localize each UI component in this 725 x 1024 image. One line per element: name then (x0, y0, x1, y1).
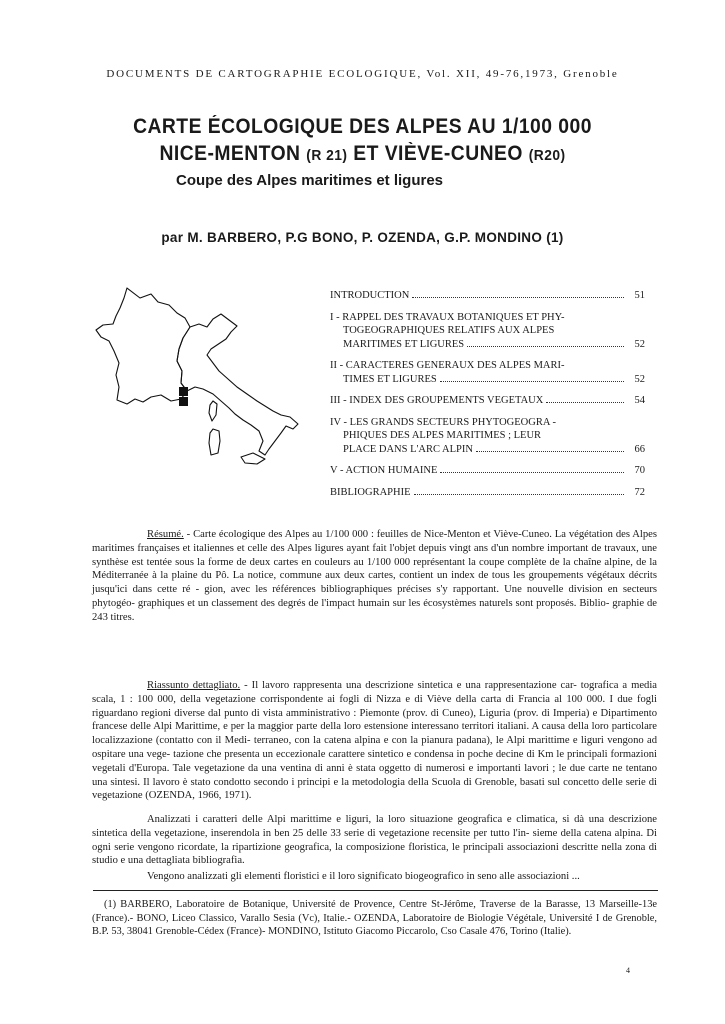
toc-label: PHIQUES DES ALPES MARITIMES ; LEUR (343, 430, 542, 441)
toc-label: INTRODUCTION (330, 290, 410, 301)
title-nice-menton: NICE-MENTON (159, 142, 301, 165)
toc-intro (330, 289, 645, 303)
footnote-text: (1) BARBERO, Laboratoire de Botanique, Université de Provence, Centre St-Jérôme, Traverse de la Barasse, 13 Marseille-13e (France).- BONO, Liceo Classico, Varallo Sesia (Vc), Italie.- OZENDA, Laboratoire de Biologie Végétale, Université I de Grenoble, B.P. 53, 38041 Grenoble-Cédex (France)- MONDINO, Istituto Giacomo Piccarolo, Cso Casale 476, Torino (Italie). (92, 899, 657, 938)
toc-section-1 (330, 311, 645, 352)
toc-page: 52 (634, 338, 645, 350)
toc-label: TOGEOGRAPHIQUES RELATIFS AUX ALPES (343, 325, 555, 336)
toc-label: MARITIMES ET LIGURES (343, 338, 465, 350)
toc-section-2 (330, 359, 645, 386)
toc-section-3 (330, 394, 645, 408)
toc-label: IV - LES GRANDS SECTEURS PHYTOGEOGRA - (330, 416, 556, 428)
journal-header: DOCUMENTS DE CARTOGRAPHIE ECOLOGIQUE, Vol. XII, 49-76,1973, Grenoble (106, 68, 619, 80)
page-mark: 4 (626, 966, 630, 975)
italy-outline (177, 314, 298, 455)
riassunto-paragraph-2 (92, 813, 657, 868)
toc-page: 52 (634, 373, 645, 385)
study-area-r21 (179, 397, 188, 406)
footnote (92, 898, 657, 939)
authors: par M. BARBERO, P.G BONO, P. OZENDA, G.P. MONDINO (1) (161, 230, 564, 245)
location-map-icon (95, 283, 305, 468)
riassunto-text-2: Analizzati i caratteri delle Alpi marittime e liguri, la loro situazione geografica e climatica, si dà una descrizione sintetica della vegetazione, inserendola in ben 25 delle 33 serie di vegetazione recensite per tutto l'in- sieme della catena alpina. Di ogni serie vengono ricordate, la ripartizione geografica, la composizione floristica, le principali associazioni descritte nella zona di studio e una dettagliata bibliografia. (92, 814, 657, 867)
corsica-outline (209, 401, 217, 421)
title-code-r20: (R20) (528, 147, 566, 164)
footnote-divider (93, 890, 658, 891)
toc-label: III - INDEX DES GROUPEMENTS VEGETAUX (330, 395, 544, 406)
riassunto-text-3: Vengono analizzati gli elementi floristici e il loro significato biogeografico in seno alle associazioni ... (147, 871, 580, 882)
toc-bibliography (330, 486, 645, 500)
resume-text: - Carte écologique des Alpes au 1/100 000 : feuilles de Nice-Menton et Vièvе-Cuneo. La végétation des Alpes maritimes françaises et italiennes et celle des Alpes ligures ayant fait l'objet depuis vingt ans d'un nombre important de travaux, une synthèse est tentée sous la forme de deux cartes en couleurs au 1/100 000 représentant la coupe complète de la chaîne alpine, de la Méditerranée à la plaine du Pô. La notice, commune aux deux cartes, contient un index de tous les groupements végétaux décrits jusqu'ici dans cette ré - gion, avec les références bibliographiques précises s'y rapportant. Une nouvelle division en secteurs phytogéo- graphiques et un classement des degrés de l'impact humain sur les écosystèmes naturels sont proposés. Biblio- graphie de 243 titres. (92, 529, 657, 623)
toc-section-5 (330, 464, 645, 478)
sardinia-outline (209, 429, 220, 455)
page-title-line1: CARTE ÉCOLOGIQUE DES ALPES AU 1/100 000 (133, 115, 592, 138)
toc-label: PLACE DANS L'ARC ALPIN (343, 443, 473, 455)
subtitle: Coupe des Alpes maritimes et ligures (176, 172, 444, 189)
study-area-r20 (179, 387, 188, 396)
riassunto-paragraph-3 (92, 870, 657, 884)
toc-label: TIMES ET LIGURES (343, 373, 437, 385)
resume-heading: Résumé. (147, 529, 184, 540)
toc-page: 70 (634, 465, 645, 476)
toc-section-4 (330, 416, 645, 457)
sicily-outline (241, 453, 265, 464)
toc-label: V - ACTION HUMAINE (330, 465, 438, 476)
resume-paragraph (92, 528, 657, 625)
riassunto-text: - Il lavoro rappresenta una descrizione sintetica e una rappresentazione car- tografica a media scala, 1 : 100 000, della vegetazione corrispondente ai fogli di Nizza e di Vièvе della carta di Francia al 100 000. I due fogli riguardano regioni diverse dal punto di vista amministrativo : Piemonte (prov. di Cuneo), Liguria (prov. di Imperia) e Dipartimento francese delle Alpi Marittime, e per la maggior parte della loro estensione interessano territori italiani. A causa della loro particolare localizzazione (contatto con il Medi- terraneo, con la catena alpina e con la pianura padana), le Alpi marittime e liguri vengono ad ospitare una vege- tazione che presenta un eccezionale carattere sintetico e condensa in poche decine di Km le principali formazioni vegetali d'Europa. Tale vegetazione da una ventina di anni è stata oggetto di numerosi e importanti lavori ; le due carte ne tentano una sintesi. Il lavoro è stato condotto secondo i principi e la metodologia della Scuola di Grenoble, basati sul concetto delle serie di vegetazione (OZENDA, 1966, 1971). (92, 680, 657, 802)
toc-page: 72 (634, 486, 645, 498)
toc-label: I - RAPPEL DES TRAVAUX BOTANIQUES ET PHY- (330, 311, 565, 323)
toc-label: II - CARACTERES GENERAUX DES ALPES MARI- (330, 360, 565, 371)
toc-page: 66 (634, 443, 645, 455)
toc-label: BIBLIOGRAPHIE (330, 486, 411, 498)
toc-page: 51 (634, 290, 645, 301)
riassunto-heading: Riassunto dettagliato. (147, 680, 241, 691)
riassunto-paragraph (92, 679, 657, 803)
title-vieve-cuneo: ET VIÈVE-CUNEO (353, 142, 523, 165)
table-of-contents (330, 289, 645, 507)
page-title-line2 (29, 142, 696, 166)
france-outline (96, 288, 190, 404)
title-code-r21: (R 21) (306, 147, 348, 164)
toc-page: 54 (634, 395, 645, 406)
